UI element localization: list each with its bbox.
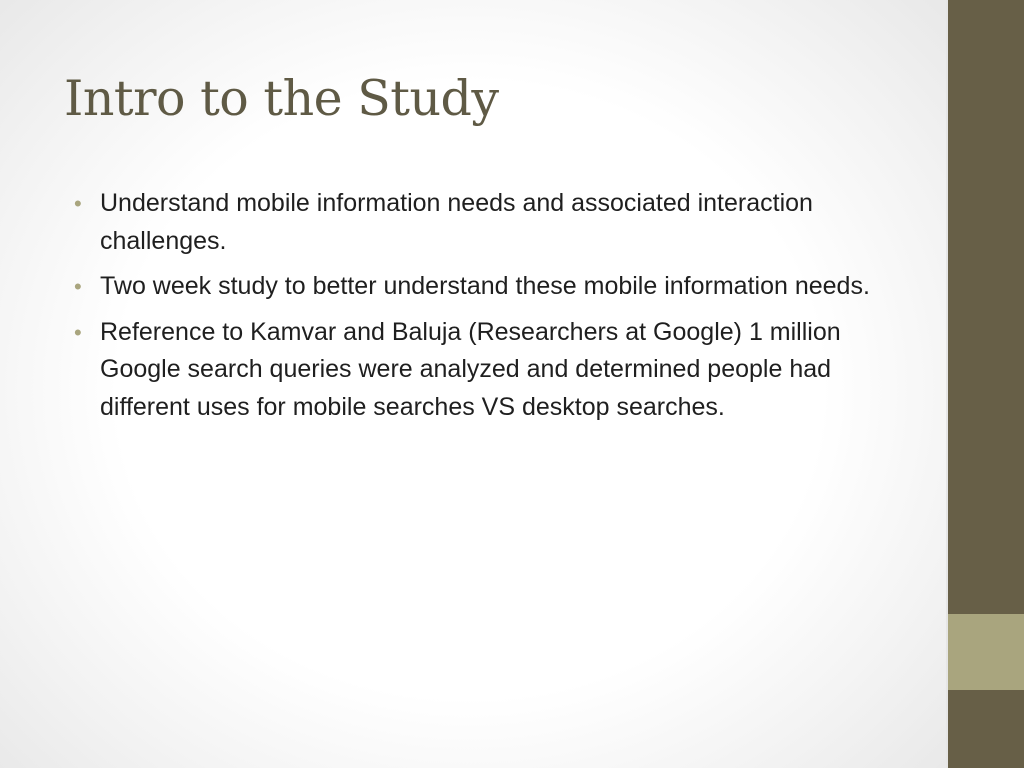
bullet-text: Two week study to better understand these mobile information needs. (100, 272, 870, 300)
bullet-icon: • (74, 191, 82, 216)
bullet-icon: • (74, 274, 82, 299)
slide-title: Intro to the Study (64, 70, 499, 127)
bullet-icon: • (74, 319, 82, 345)
bullet-text: Reference to Kamvar and Baluja (Researchers at Google) 1 million Google search queries were analyzed and determined people had different uses for mobile searches VS desktop searches. (100, 317, 841, 421)
bullet-item-2 (74, 268, 904, 306)
bullet-item-1 (74, 185, 904, 260)
bullet-text: Understand mobile information needs and associated interaction challenges. (100, 189, 813, 255)
bullet-item-3 (74, 314, 904, 427)
bullet-list (74, 185, 904, 434)
sidebar-accent-block (948, 614, 1024, 690)
